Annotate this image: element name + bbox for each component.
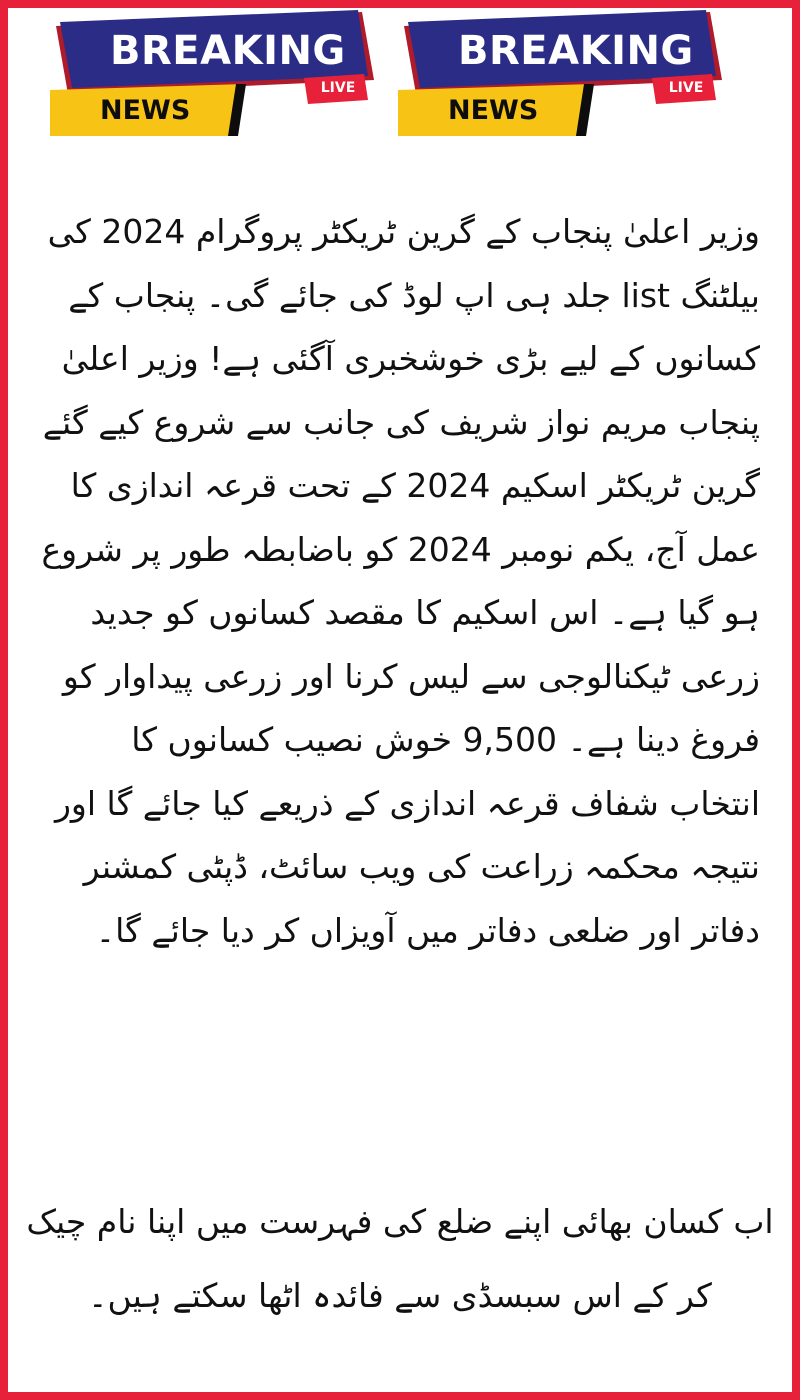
news-label: NEWS (448, 95, 539, 126)
breaking-news-badge (398, 8, 728, 138)
breaking-label: BREAKING (110, 28, 346, 74)
breaking-label: BREAKING (458, 28, 694, 74)
call-to-action-text: اب کسان بھائی اپنے ضلع کی فہرست میں اپنا نام چیک کر کے اس سبسڈی سے فائدہ اٹھا سکتے ہیں۔ (26, 1202, 774, 1315)
article-body: وزیر اعلیٰ پنجاب کے گرین ٹریکٹر پروگرام 2024 کی بیلٹنگ list جلد ہی اپ لوڈ کی جائے گی۔ پنجاب کے کسانوں کے لیے بڑی خوشخبری آگئی ہے! وزیر اعلیٰ پنجاب مریم نواز شریف کی جانب سے شروع کیے گئے گرین ٹریکٹر اسکیم 2024 کے تحت قرعہ اندازی کا عمل آج، یکم نومبر 2024 کو باضابطہ طور پر شروع ہو گیا ہے۔ اس اسکیم کا مقصد کسانوں کو جدید زرعی ٹیکنالوجی سے لیس کرنا اور زرعی پیداوار کو فروغ دینا ہے۔ 9,500 خوش نصیب کسانوں کا انتخاب شفاف قرعہ اندازی کے ذریعے کیا جائے گا اور نتیجہ محکمہ زراعت کی ویب سائٹ، ڈپٹی کمشنر دفاتر اور ضلعی دفاتر میں آویزاں کر دیا جائے گا۔ (41, 212, 760, 950)
breaking-news-badge (50, 8, 380, 138)
live-label: LIVE (320, 80, 356, 96)
live-label: LIVE (668, 80, 704, 96)
news-label: NEWS (100, 95, 191, 126)
